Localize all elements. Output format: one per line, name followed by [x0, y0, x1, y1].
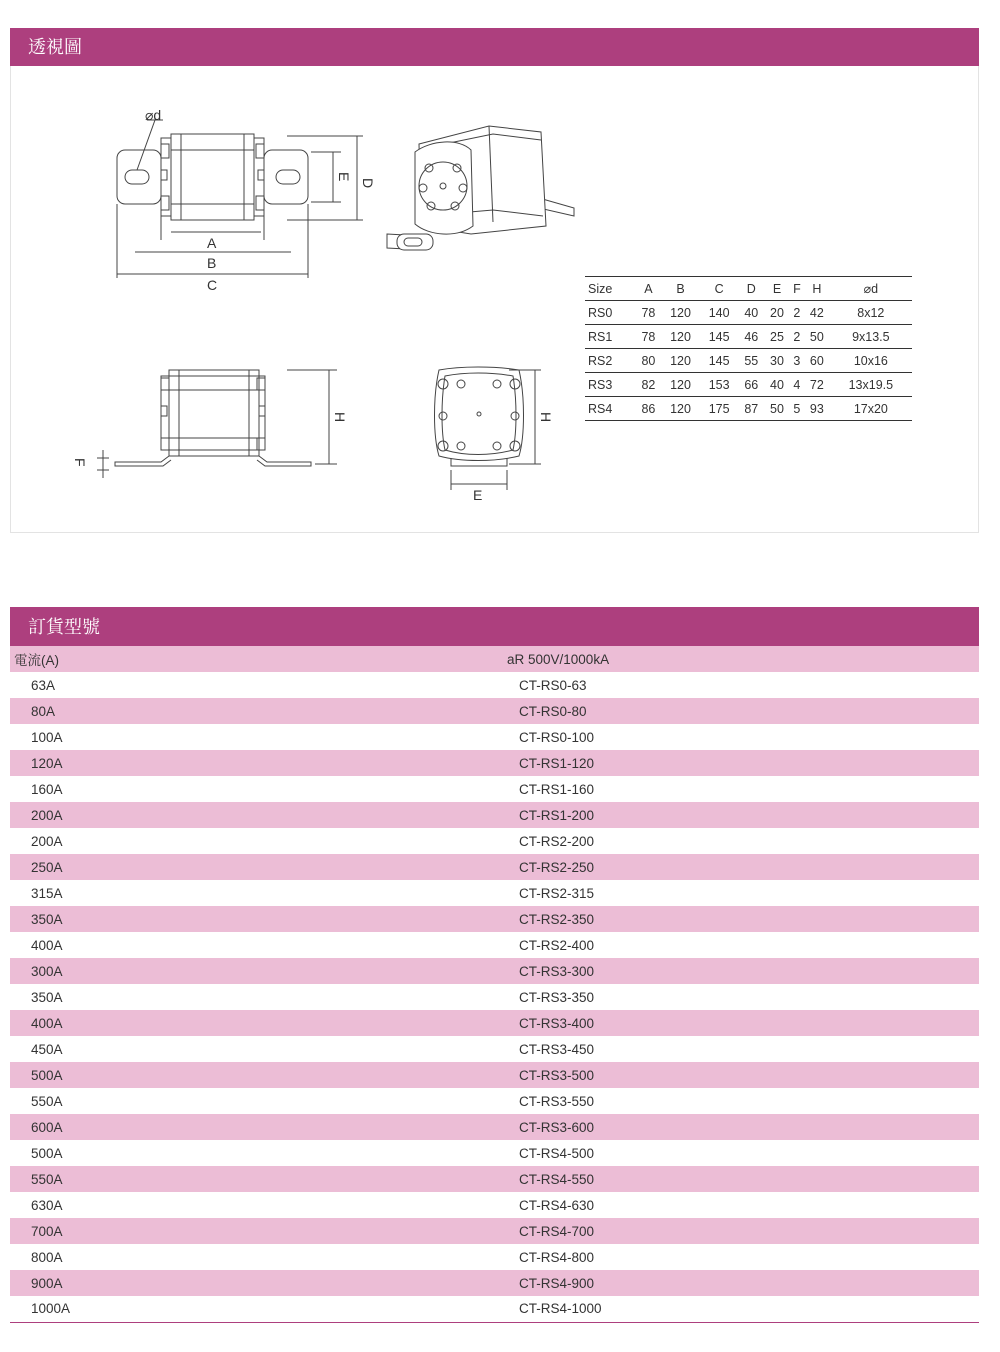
dim-header-h: H: [804, 277, 830, 301]
cell: RS1: [585, 325, 636, 349]
label-E-end: E: [473, 487, 483, 503]
label-C: C: [207, 277, 218, 293]
label-E-front: E: [336, 172, 352, 182]
current-cell: 600A: [10, 1114, 503, 1140]
model-cell: CT-RS4-550: [503, 1166, 979, 1192]
current-cell: 500A: [10, 1140, 503, 1166]
dim-header-b: B: [661, 277, 700, 301]
cell: 55: [738, 349, 764, 373]
label-H-end: H: [538, 412, 554, 423]
table-row: [10, 1296, 979, 1322]
current-cell: 1000A: [10, 1296, 503, 1322]
current-cell: 350A: [10, 906, 503, 932]
model-cell: CT-RS3-300: [503, 958, 979, 984]
model-cell: CT-RS3-450: [503, 1036, 979, 1062]
current-cell: 450A: [10, 1036, 503, 1062]
cell: 2: [790, 325, 804, 349]
ordering-table: [10, 646, 979, 1323]
table-row: [10, 828, 979, 854]
cell: 72: [804, 373, 830, 397]
cell: 5: [790, 397, 804, 421]
cell: 78: [636, 325, 662, 349]
front-view-drawing: [117, 120, 363, 278]
label-phi-d: ⌀d: [145, 107, 162, 123]
model-cell: CT-RS2-250: [503, 854, 979, 880]
label-A: A: [207, 235, 217, 251]
isometric-view-drawing: [387, 126, 574, 250]
dimensions-header-row: [585, 277, 912, 301]
model-cell: CT-RS3-600: [503, 1114, 979, 1140]
model-cell: CT-RS4-500: [503, 1140, 979, 1166]
dim-header-phi-d: ⌀d: [830, 277, 912, 301]
table-row: [10, 776, 979, 802]
current-cell: 350A: [10, 984, 503, 1010]
model-cell: CT-RS3-550: [503, 1088, 979, 1114]
table-row: [10, 1088, 979, 1114]
cell: 30: [764, 349, 790, 373]
model-cell: CT-RS4-1000: [503, 1296, 979, 1322]
table-row: [10, 672, 979, 698]
cell: 17x20: [830, 397, 912, 421]
model-cell: CT-RS2-200: [503, 828, 979, 854]
table-row: [10, 750, 979, 776]
model-cell: CT-RS0-80: [503, 698, 979, 724]
dim-header-a: A: [636, 277, 662, 301]
dim-header-e: E: [764, 277, 790, 301]
dim-header-f: F: [790, 277, 804, 301]
cell: 175: [700, 397, 739, 421]
cell: 120: [661, 301, 700, 325]
table-row: [10, 880, 979, 906]
ordering-title: 訂貨型號: [28, 617, 100, 637]
cell: 25: [764, 325, 790, 349]
table-row: [10, 698, 979, 724]
cell: 60: [804, 349, 830, 373]
cell: 50: [764, 397, 790, 421]
model-cell: CT-RS4-900: [503, 1270, 979, 1296]
current-cell: 500A: [10, 1062, 503, 1088]
cell: 120: [661, 325, 700, 349]
cell: RS2: [585, 349, 636, 373]
table-row: [10, 1062, 979, 1088]
table-row: [10, 1140, 979, 1166]
cell: 8x12: [830, 301, 912, 325]
model-cell: CT-RS0-63: [503, 672, 979, 698]
section-header-ordering: [10, 607, 979, 646]
current-cell: 630A: [10, 1192, 503, 1218]
cell: 20: [764, 301, 790, 325]
model-cell: CT-RS4-700: [503, 1218, 979, 1244]
cell: 40: [738, 301, 764, 325]
model-cell: CT-RS4-630: [503, 1192, 979, 1218]
current-cell: 250A: [10, 854, 503, 880]
current-cell: 100A: [10, 724, 503, 750]
cell: 120: [661, 373, 700, 397]
cell: 145: [700, 325, 739, 349]
current-cell: 400A: [10, 932, 503, 958]
table-row: [10, 854, 979, 880]
cell: 87: [738, 397, 764, 421]
model-cell: CT-RS1-120: [503, 750, 979, 776]
table-row: [10, 1010, 979, 1036]
cell: 93: [804, 397, 830, 421]
dimensions-table: [585, 276, 912, 421]
table-row: [10, 1114, 979, 1140]
perspective-title: 透視圖: [28, 37, 82, 57]
current-cell: 80A: [10, 698, 503, 724]
cell: RS3: [585, 373, 636, 397]
table-row: [10, 1192, 979, 1218]
cell: 78: [636, 301, 662, 325]
ordering-header-row: [10, 646, 979, 672]
current-cell: 900A: [10, 1270, 503, 1296]
ordering-header-current: 電流(A): [10, 646, 503, 672]
table-row: [10, 724, 979, 750]
cell: 10x16: [830, 349, 912, 373]
cell: 42: [804, 301, 830, 325]
cell: 46: [738, 325, 764, 349]
table-row: [585, 397, 912, 421]
current-cell: 200A: [10, 828, 503, 854]
current-cell: 120A: [10, 750, 503, 776]
table-row: [585, 301, 912, 325]
current-cell: 315A: [10, 880, 503, 906]
model-cell: CT-RS3-500: [503, 1062, 979, 1088]
cell: 86: [636, 397, 662, 421]
cell: 9x13.5: [830, 325, 912, 349]
cell: RS0: [585, 301, 636, 325]
table-row: [10, 1036, 979, 1062]
current-cell: 800A: [10, 1244, 503, 1270]
current-cell: 700A: [10, 1218, 503, 1244]
cell: 82: [636, 373, 662, 397]
cell: 140: [700, 301, 739, 325]
table-row: [10, 1244, 979, 1270]
label-D: D: [360, 178, 376, 189]
cell: 13x19.5: [830, 373, 912, 397]
current-cell: 300A: [10, 958, 503, 984]
cell: 50: [804, 325, 830, 349]
cell: 145: [700, 349, 739, 373]
label-B: B: [207, 255, 217, 271]
cell: 120: [661, 349, 700, 373]
end-view-drawing: [435, 367, 542, 490]
cell: 66: [738, 373, 764, 397]
cell: RS4: [585, 397, 636, 421]
current-cell: 550A: [10, 1166, 503, 1192]
section-header-perspective: [10, 28, 979, 66]
table-row: [585, 349, 912, 373]
dim-header-size: Size: [585, 277, 636, 301]
current-cell: 63A: [10, 672, 503, 698]
label-H-side: H: [332, 412, 348, 423]
table-row: [585, 325, 912, 349]
current-cell: 160A: [10, 776, 503, 802]
cell: 153: [700, 373, 739, 397]
side-view-drawing: [97, 370, 337, 478]
cell: 120: [661, 397, 700, 421]
table-row: [585, 373, 912, 397]
model-cell: CT-RS0-100: [503, 724, 979, 750]
table-row: [10, 1218, 979, 1244]
table-row: [10, 906, 979, 932]
cell: 3: [790, 349, 804, 373]
current-cell: 550A: [10, 1088, 503, 1114]
table-row: [10, 932, 979, 958]
table-row: [10, 1166, 979, 1192]
table-row: [10, 958, 979, 984]
table-row: [10, 1270, 979, 1296]
cell: 4: [790, 373, 804, 397]
cell: 40: [764, 373, 790, 397]
model-cell: CT-RS2-400: [503, 932, 979, 958]
model-cell: CT-RS2-315: [503, 880, 979, 906]
model-cell: CT-RS4-800: [503, 1244, 979, 1270]
cell: 2: [790, 301, 804, 325]
model-cell: CT-RS2-350: [503, 906, 979, 932]
model-cell: CT-RS3-350: [503, 984, 979, 1010]
dim-header-c: C: [700, 277, 739, 301]
model-cell: CT-RS3-400: [503, 1010, 979, 1036]
table-row: [10, 802, 979, 828]
current-cell: 400A: [10, 1010, 503, 1036]
cell: 80: [636, 349, 662, 373]
model-cell: CT-RS1-160: [503, 776, 979, 802]
current-cell: 200A: [10, 802, 503, 828]
table-row: [10, 984, 979, 1010]
model-cell: CT-RS1-200: [503, 802, 979, 828]
label-F: F: [72, 458, 88, 467]
ordering-header-model: aR 500V/1000kA: [503, 646, 979, 672]
dim-header-d: D: [738, 277, 764, 301]
